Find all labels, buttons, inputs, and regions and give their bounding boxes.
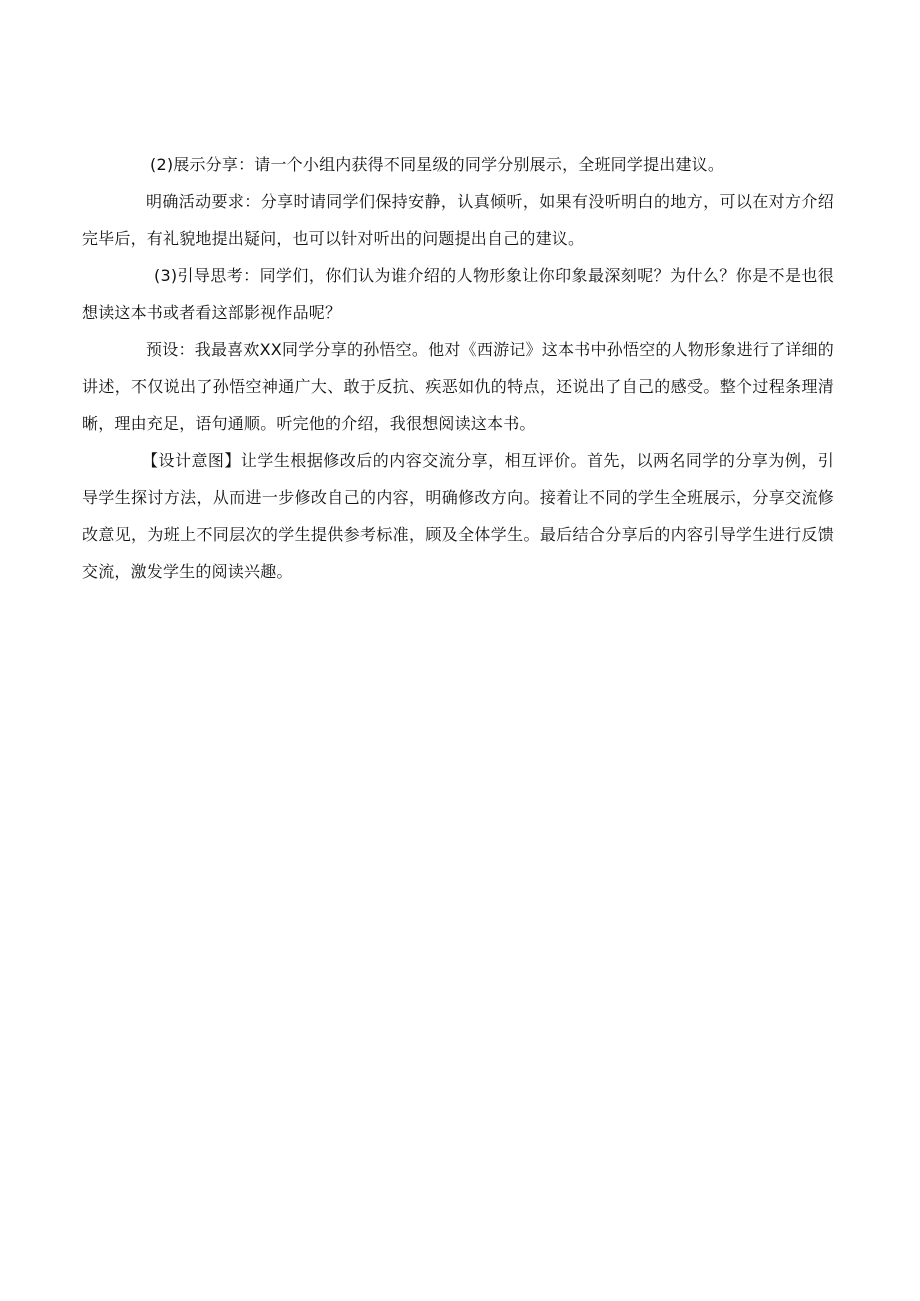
paragraph-activity-requirements: 明确活动要求：分享时请同学们保持安静，认真倾听，如果有没听明白的地方，可以在对方介绍完毕后，有礼貌地提出疑问，也可以针对听出的问题提出自己的建议。 [82,192,834,248]
document-body [82,146,834,590]
paragraph-preset-answer: 预设：我最喜欢XX同学分享的孙悟空。他对《西游记》这本书中孙悟空的人物形象进行了详细的讲述，不仅说出了孙悟空神通广大、敢于反抗、疾恶如仇的特点，还说出了自己的感受。整个过程条理清晰，理由充足，语句通顺。听完他的介绍，我很想阅读这本书。 [82,340,834,433]
paragraph-design-intent: 【设计意图】让学生根据修改后的内容交流分享，相互评价。首先，以两名同学的分享为例，引导学生探讨方法，从而进一步修改自己的内容，明确修改方向。接着让不同的学生全班展示，分享交流修改意见，为班上不同层次的学生提供参考标准，顾及全体学生。最后结合分享后的内容引导学生进行反馈交流，激发学生的阅读兴趣。 [82,451,834,581]
paragraph-guided-thinking: (3)引导思考：同学们，你们认为谁介绍的人物形象让你印象最深刻呢？为什么？你是不是也很想读这本书或者看这部影视作品呢？ [82,266,834,322]
paragraph-display-share: (2)展示分享：请一个小组内获得不同星级的同学分别展示，全班同学提出建议。 [150,155,725,174]
